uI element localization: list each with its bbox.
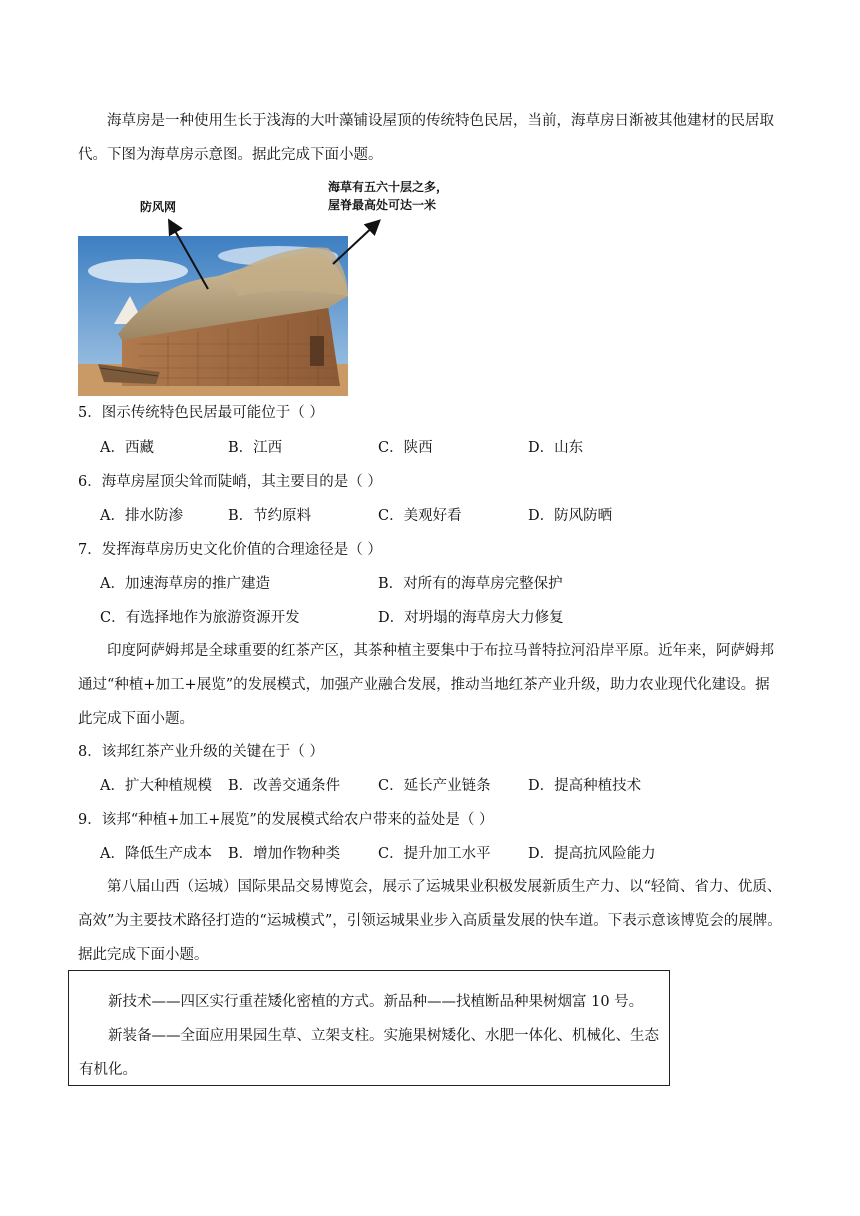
question-9-option-a: A．降低生产成本 [100, 846, 212, 862]
question-9-option-d: D．提高抗风险能力 [528, 846, 656, 862]
question-6-stem: 6．海草房屋顶尖耸而陡峭，其主要目的是（ ） [78, 474, 382, 490]
question-6-option-c: C．美观好看 [378, 508, 462, 524]
question-8-option-b: B．改善交通条件 [228, 778, 341, 794]
question-5-option-b: B．江西 [228, 440, 283, 456]
question-8-stem: 8．该邦红茶产业升级的关键在于（ ） [78, 744, 324, 760]
question-6-option-d: D．防风防晒 [528, 508, 613, 524]
question-6-option-a: A．排水防渗 [100, 508, 183, 524]
question-8-option-a: A．扩大种植规模 [100, 778, 212, 794]
question-7-option-a: A．加速海草房的推广建造 [100, 576, 270, 592]
seaweed-layers-label-line1: 海草有五六十层之多， [328, 180, 449, 194]
seaweed-layers-label-line2: 屋脊最高处可达一米 [328, 198, 437, 212]
question-5-option-c: C．陕西 [378, 440, 433, 456]
exhibit-line-new-technology: 新技术——四区实行重茬矮化密植的方式。新品种——找植断品种果树烟富 10 号。 [108, 994, 644, 1010]
passage-intro-assam-tea: 印度阿萨姆邦是全球重要的红茶产区，其茶种植主要集中于布拉马普特拉河沿岸平原。近年来，阿萨姆邦通过“种植+加工+展览”的发展模式，加强产业融合发展，推动当地红茶产业升级，助力农业现代化建设。据此完成下面小题。 [78, 643, 774, 727]
question-9-option-b: B．增加作物种类 [228, 846, 341, 862]
question-8-option-d: D．提高种植技术 [528, 778, 642, 794]
question-5-stem: 5．图示传统特色民居最可能位于（ ） [78, 405, 324, 421]
question-9-option-c: C．提升加工水平 [378, 846, 491, 862]
passage-intro-seaweed-house: 海草房是一种使用生长于浅海的大叶藻铺设屋顶的传统特色民居，当前，海草房日渐被其他建材的民居取代。下图为海草房示意图。据此完成下面小题。 [78, 113, 774, 163]
question-6-option-b: B．节约原料 [228, 508, 312, 524]
question-5-option-d: D．山东 [528, 440, 584, 456]
question-7-stem: 7．发挥海草房历史文化价值的合理途径是（ ） [78, 542, 382, 558]
passage-intro-yuncheng-fruit-expo: 第八届山西（运城）国际果品交易博览会，展示了运城果业积极发展新质生产力、以“轻简、省力、优质、高效”为主要技术路径打造的“运城模式”，引领运城果业步入高质量发展的快车道。下表示意该博览会的展牌。据此完成下面小题。 [78, 879, 782, 963]
question-7-option-c: C．有选择地作为旅游资源开发 [100, 610, 300, 626]
question-7-option-b: B．对所有的海草房完整保护 [378, 576, 563, 592]
seaweed-house-figure [78, 176, 478, 398]
question-9-stem: 9．该邦“种植+加工+展览”的发展模式给农户带来的益处是（ ） [78, 812, 494, 828]
question-5-option-a: A．西藏 [100, 440, 154, 456]
question-8-option-c: C．延长产业链条 [378, 778, 491, 794]
windbreak-net-label: 防风网 [140, 200, 177, 214]
exhibit-board-box [68, 970, 670, 1086]
exhibit-line-new-equipment: 新装备——全面应用果园生草、立架支柱。实施果树矮化、水肥一体化、机械化、生态有机化。 [79, 1028, 659, 1078]
question-7-option-d: D．对坍塌的海草房大力修复 [378, 610, 564, 626]
